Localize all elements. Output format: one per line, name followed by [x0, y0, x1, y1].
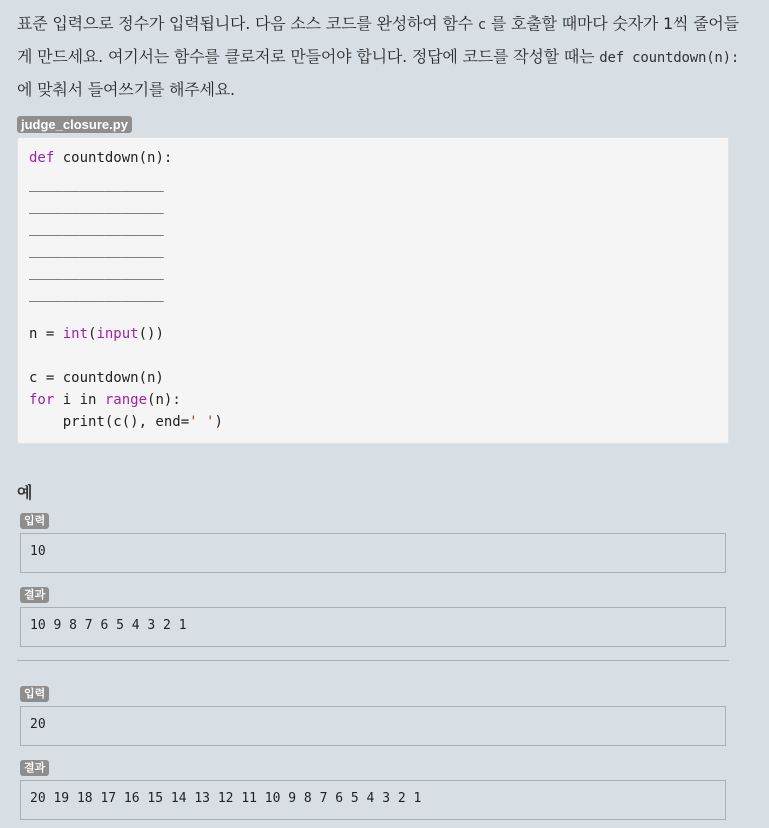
- code-for-post: (n):: [147, 392, 181, 408]
- code-block[interactable]: [17, 137, 729, 444]
- code-line-def: [29, 148, 172, 168]
- code-def-rest: countdown(n):: [54, 150, 173, 166]
- input-label-badge: 입력: [20, 686, 49, 702]
- code-blank-line: ________________: [29, 198, 164, 214]
- code-blank-line: ________________: [29, 264, 164, 280]
- code-input-mid: (: [88, 326, 97, 342]
- code-for-mid: i in: [54, 392, 105, 408]
- problem-description: [17, 8, 747, 106]
- example-output-box[interactable]: [20, 780, 726, 820]
- code-builtin-range: range: [104, 392, 148, 408]
- output-label-badge: 결과: [20, 587, 49, 603]
- code-builtin-int: int: [62, 326, 89, 342]
- inline-code-def: def countdown(n):: [599, 50, 740, 66]
- code-line-print: [29, 412, 223, 432]
- description-text-3: 에 맞춰서 들여쓰기를 해주세요.: [17, 80, 235, 99]
- code-print-pre: print(c(), end=: [29, 414, 190, 430]
- inline-code-c: c: [477, 17, 487, 33]
- input-label-badge: 입력: [20, 513, 49, 529]
- code-blank-line: ________________: [29, 242, 164, 258]
- code-blank-line: ________________: [29, 286, 164, 302]
- example-output-value: 20 19 18 17 16 15 14 13 12 11 10 9 8 7 6 5 4 3 2 1: [30, 791, 422, 806]
- code-line-call: c = countdown(n): [29, 370, 164, 386]
- description-text-1: 표준 입력으로 정수가 입력됩니다. 다음 소스 코드를 완성하여 함수: [17, 14, 478, 33]
- code-blank-line: ________________: [29, 176, 164, 192]
- description-text-2: 를 호출할 때마다 숫자가 1씩 줄어들게 만드세요. 여기서는 함수를 클로저로 만들어야 합니다. 정답에 코드를 작성할 때는: [17, 14, 739, 66]
- code-line-input: [29, 324, 164, 344]
- example-divider: [17, 660, 729, 661]
- example-output-value: 10 9 8 7 6 5 4 3 2 1: [30, 618, 187, 633]
- code-input-post: ()): [138, 326, 164, 342]
- example-input-value: 20: [30, 717, 46, 732]
- example-title: 예: [17, 483, 33, 502]
- code-line-for: [29, 390, 181, 410]
- code-input-pre: n =: [29, 326, 63, 342]
- code-string-space: ' ': [189, 414, 215, 430]
- code-keyword-for: for: [29, 392, 55, 408]
- code-print-post: ): [214, 414, 223, 430]
- code-builtin-input: input: [96, 326, 139, 342]
- output-label-badge: 결과: [20, 760, 49, 776]
- file-name-badge: judge_closure.py: [17, 116, 132, 133]
- code-blank-line: ________________: [29, 220, 164, 236]
- code-keyword-def: def: [29, 150, 55, 166]
- example-input-box[interactable]: [20, 706, 726, 746]
- example-input-value: 10: [30, 544, 46, 559]
- example-output-box[interactable]: [20, 607, 726, 647]
- example-input-box[interactable]: [20, 533, 726, 573]
